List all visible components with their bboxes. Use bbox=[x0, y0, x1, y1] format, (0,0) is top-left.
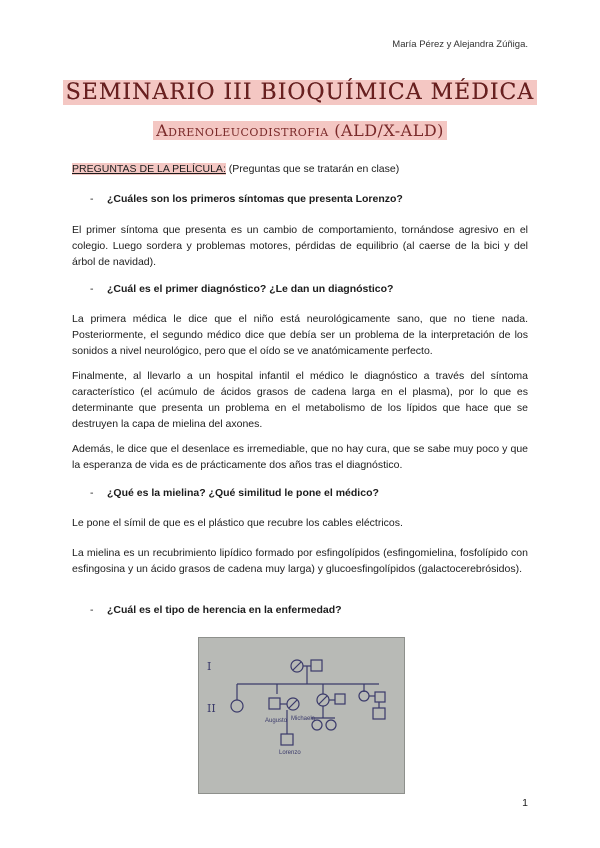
intro-note: (Preguntas que se tratarán en clase) bbox=[228, 163, 400, 175]
intro-label: PREGUNTAS DE LA PELÍCULA: bbox=[72, 163, 226, 175]
question-3-text: ¿Qué es la mielina? ¿Qué similitud le pone el médico? bbox=[107, 487, 379, 499]
male-symbol bbox=[311, 660, 322, 671]
intro-line bbox=[72, 163, 399, 175]
page-number: 1 bbox=[522, 797, 528, 809]
question-1: - ¿Cuáles son los primeros síntomas que presenta Lorenzo? bbox=[90, 193, 403, 205]
pedigree-figure bbox=[198, 637, 405, 794]
question-3: - ¿Qué es la mielina? ¿Qué similitud le pone el médico? bbox=[90, 487, 379, 499]
authors: María Pérez y Alejandra Zúñiga. bbox=[392, 39, 528, 50]
page-subtitle-text: Adrenoleucodistrofia (ALD/X-ALD) bbox=[153, 121, 447, 140]
pedigree-name-lorenzo: Lorenzo bbox=[279, 750, 301, 756]
answer-3-paragraph-2: La mielina es un recubrimiento lipídico formado por esfingolípidos (esfingomielina, fosfolípido con esfingosina y un ácido grasos de cadena muy larga) y glucoesfingolípidos (galactocerebrósidos). bbox=[72, 547, 528, 575]
page-title bbox=[0, 80, 600, 105]
page-subtitle bbox=[0, 121, 600, 140]
question-2-text: ¿Cuál es el primer diagnóstico? ¿Le dan un diagnóstico? bbox=[107, 283, 394, 295]
pedigree-drawing bbox=[199, 638, 404, 793]
answer-2-paragraph-2: Finalmente, al llevarlo a un hospital infantil el médico le diagnóstico a través del síntoma característico (el acúmulo de ácidos grasos de cadena larga en el plasma), por lo que es determinante que presenta un problema en el metabolismo de los lípidos que hace que se destruyen la capa de mielina del axones. bbox=[72, 370, 528, 430]
answer-2-paragraph-1: La primera médica le dice que el niño está neurológicamente sano, que no tiene nada. Posteriormente, el segundo médico dice que debía ser un problema de la interpretación de los sonidos a nivel neurológico, pero que el oído se ve anatómicamente perfecto. bbox=[72, 313, 528, 357]
pedigree-name-michaela: Michaela bbox=[291, 716, 316, 722]
answer-1-paragraph-1: El primer síntoma que presenta es un cambio de comportamiento, tornándose agresivo en el colegio. Luego sordera y problemas motores, pérdidas de equilibrio (al caerse de la bici y del árbol de navidad). bbox=[72, 224, 528, 268]
question-4-text: ¿Cuál es el tipo de herencia en la enfermedad? bbox=[107, 604, 342, 616]
question-1-text: ¿Cuáles son los primeros síntomas que presenta Lorenzo? bbox=[107, 193, 403, 205]
generation-label-2: II bbox=[207, 702, 216, 715]
page-title-text: SEMINARIO III BIOQUÍMICA MÉDICA bbox=[63, 80, 538, 105]
question-4: - ¿Cuál es el tipo de herencia en la enfermedad? bbox=[90, 604, 342, 616]
question-2: - ¿Cuál es el primer diagnóstico? ¿Le dan un diagnóstico? bbox=[90, 283, 394, 295]
generation-label-1: I bbox=[207, 660, 212, 673]
answer-2-paragraph-3: Además, le dice que el desenlace es irremediable, que no hay cura, que se sabe muy poco y que la esperanza de vida es de prácticamente dos años tras el diagnóstico. bbox=[72, 443, 528, 471]
answer-3-paragraph-1: Le pone el símil de que es el plástico que recubre los cables eléctricos. bbox=[72, 517, 403, 529]
pedigree-name-augusto: Augusto bbox=[265, 718, 288, 724]
